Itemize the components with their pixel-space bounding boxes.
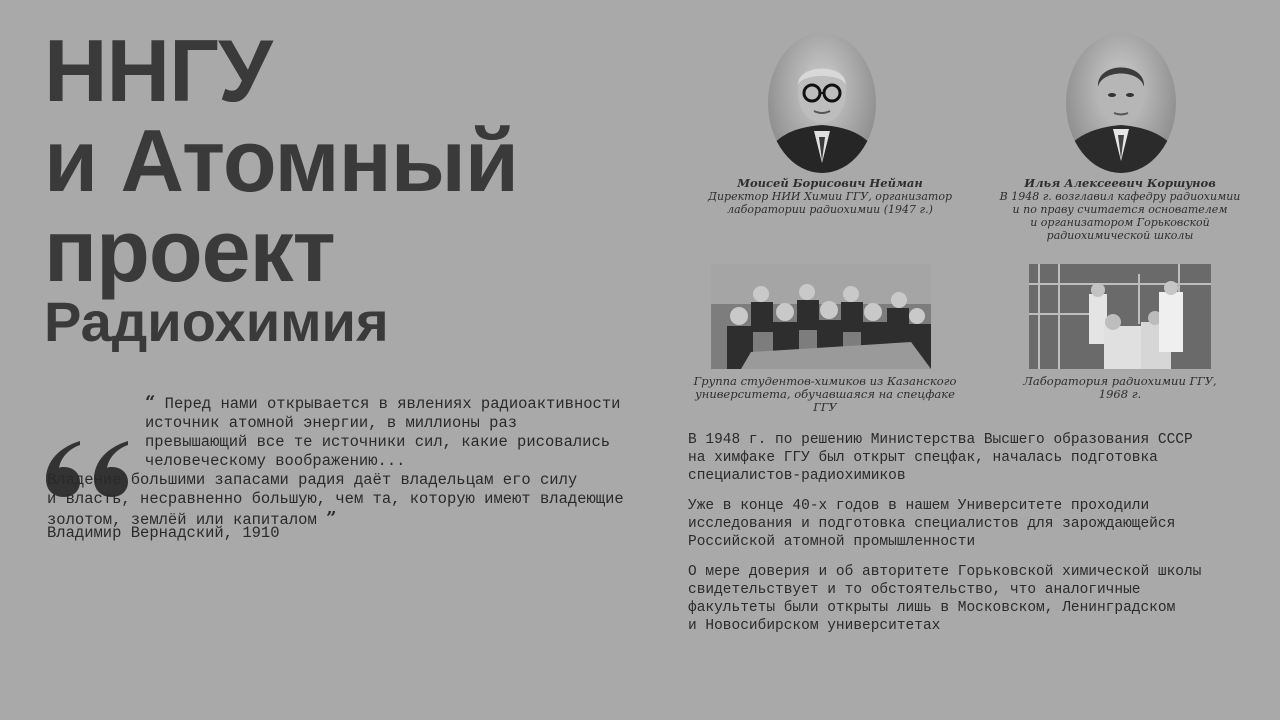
paragraph-3: О мере доверия и об авторитете Горьковской химической школы свидетельствует и то обстоятельство, что аналогичные факультеты были открыты лишь в Московском, Ленинградском и Новосибирском университетах [688,564,1202,634]
page-title [44,21,518,300]
photo-caption-laboratory: Лаборатория радиохимии ГГУ, 1968 г. [1023,374,1217,401]
photo-students [711,264,931,369]
portrait-name: Моисей Борисович Нейман [737,176,923,190]
paragraph-2: Уже в конце 40-х годов в нашем Университете проходили исследования и подготовка специалистов для зарождающейся Российской атомной промышленности [688,498,1176,550]
quote-line: источник атомной энергии, в миллионы раз [145,414,518,432]
quote-line: “ Перед нами открывается в явлениях радиоактивности [145,392,621,413]
title-line: и Атомный [44,111,518,210]
quote-line: Владение большими запасами радия даёт владельцам его силу [47,471,578,489]
paragraph-1: В 1948 г. по решению Министерства Высшего образования СССР на химфаке ГГУ был открыт спецфак, началась подготовка специалистов-радиохимиков [688,432,1193,484]
portrait-neiman [768,33,876,173]
quote-line: и власть, несравненно большую, чем та, которую имеют владеющие [47,490,624,508]
portrait-korshunov [1066,33,1176,173]
portrait-caption-korshunov: Илья Алексеевич Коршунов В 1948 г. возглавил кафедру радиохимии и по праву считается основателем и организатором Горьковской радиохимической школы [995,177,1245,242]
quote-open-glyph: “ [145,392,156,413]
title-line: ННГУ [44,21,272,120]
portrait-name: Илья Алексеевич Коршунов [1024,176,1216,190]
page-subtitle: Радиохимия [44,290,389,353]
quote-line: превышающий все те источники сил, какие рисовались [145,433,611,451]
photo-caption-students: Группа студентов-химиков из Казанского университета, обучавшаяся на спецфаке ГГУ [693,374,957,414]
quote-text [47,393,647,530]
title-line: проект [44,201,335,300]
quote-author: Владимир Вернадский, 1910 [47,524,280,542]
photo-laboratory [1029,264,1211,369]
quote-line: человеческому воображению... [145,452,406,470]
quote-line: золотом, землёй или капиталом ” [47,508,337,529]
portrait-caption-neiman: Моисей Борисович Нейман Директор НИИ Химии ГГУ, организатор лаборатории радиохимии (1947 г.) [700,177,960,216]
quote-close-glyph: ” [326,508,337,529]
